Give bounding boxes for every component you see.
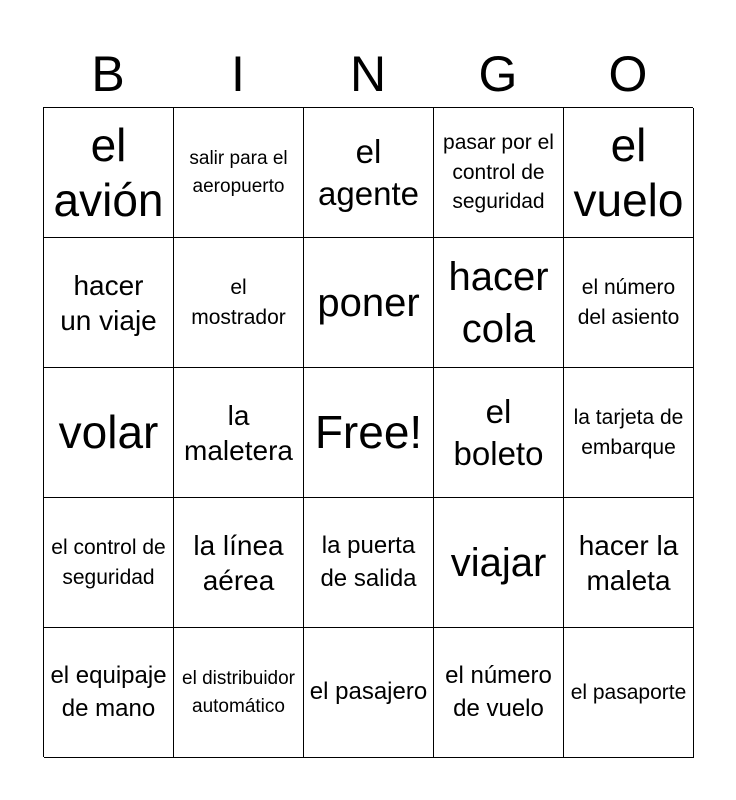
bingo-cell[interactable] [434, 238, 564, 368]
bingo-cell[interactable] [174, 238, 304, 368]
cell-text: el agente [318, 133, 419, 212]
bingo-cell[interactable] [564, 628, 694, 758]
bingo-cell[interactable] [564, 498, 694, 628]
header-letter-i: I [231, 46, 245, 102]
cell-text: el número de vuelo [445, 662, 552, 722]
cell-text: hacer cola [448, 254, 549, 351]
cell-text: el boleto [453, 393, 544, 472]
cell-text: la maletera [184, 399, 293, 466]
bingo-cell[interactable] [304, 498, 434, 628]
cell-text: poner [317, 280, 420, 325]
bingo-cell[interactable] [434, 628, 564, 758]
cell-text: el avión [53, 119, 164, 226]
bingo-board [43, 107, 693, 757]
cell-text: salir para el aeropuerto [189, 147, 288, 197]
bingo-cell[interactable] [304, 238, 434, 368]
cell-text: el pasajero [309, 678, 428, 706]
cell-text: la puerta de salida [320, 532, 417, 592]
bingo-cell[interactable] [174, 108, 304, 238]
cell-text: volar [58, 406, 159, 459]
bingo-cell[interactable] [564, 238, 694, 368]
cell-text: el pasaporte [570, 680, 687, 704]
bingo-cell[interactable] [434, 368, 564, 498]
header-letter-b: B [91, 46, 125, 102]
cell-text: el número del asiento [577, 276, 680, 329]
cell-text: el distribuidor automático [182, 667, 295, 717]
cell-text: el mostrador [191, 276, 286, 329]
free-space: Free! [314, 406, 423, 459]
bingo-cell[interactable] [564, 368, 694, 498]
bingo-cell[interactable] [44, 628, 174, 758]
bingo-header [43, 40, 693, 108]
cell-text: la tarjeta de embarque [573, 406, 684, 459]
bingo-cell[interactable] [174, 628, 304, 758]
bingo-cell[interactable] [174, 368, 304, 498]
bingo-cell[interactable] [44, 498, 174, 628]
bingo-cell[interactable] [174, 498, 304, 628]
bingo-cell[interactable] [44, 368, 174, 498]
bingo-cell[interactable] [304, 108, 434, 238]
bingo-cell[interactable] [564, 108, 694, 238]
bingo-cell[interactable] [304, 368, 434, 498]
header-letter-n: N [349, 46, 387, 102]
header-letter-o: O [608, 46, 648, 102]
header-letter-g: G [478, 46, 518, 102]
cell-text: viajar [450, 540, 547, 585]
cell-text: el vuelo [573, 119, 684, 226]
cell-text: hacer un viaje [60, 269, 157, 336]
bingo-cell[interactable] [304, 628, 434, 758]
bingo-cell[interactable] [434, 108, 564, 238]
cell-text: la línea aérea [193, 529, 284, 596]
cell-text: pasar por el control de seguridad [443, 131, 554, 214]
cell-text: hacer la maleta [578, 529, 679, 596]
cell-text: el equipaje de mano [50, 662, 167, 722]
cell-text: el control de seguridad [51, 536, 166, 589]
bingo-cell[interactable] [44, 238, 174, 368]
bingo-cell[interactable] [434, 498, 564, 628]
bingo-cell[interactable] [44, 108, 174, 238]
